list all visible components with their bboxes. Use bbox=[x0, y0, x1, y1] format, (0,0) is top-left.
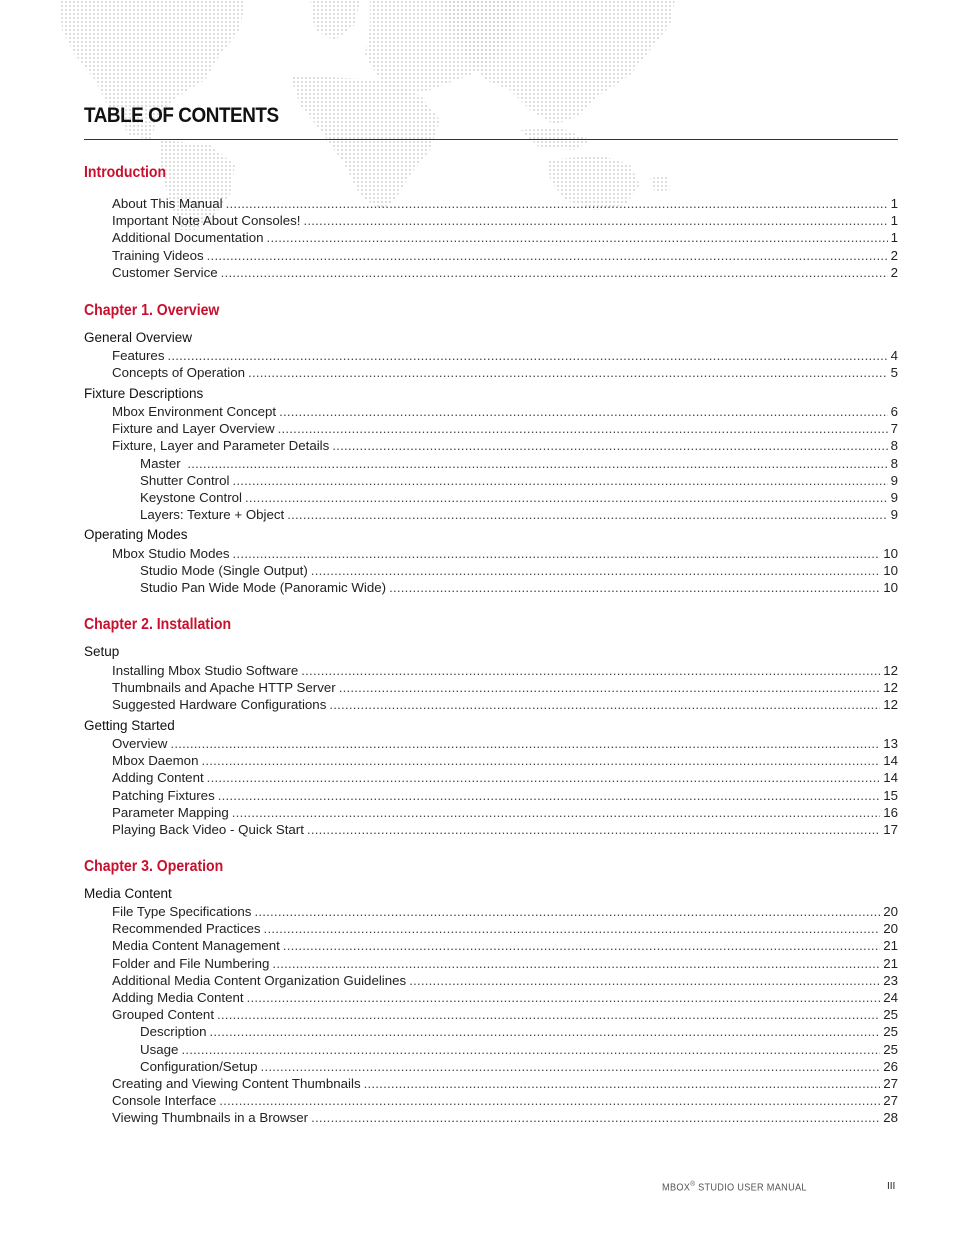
dot-leader bbox=[283, 937, 880, 954]
toc-entry[interactable] bbox=[112, 769, 898, 786]
toc-entry[interactable] bbox=[112, 903, 898, 920]
dot-leader bbox=[233, 545, 881, 562]
toc-entry[interactable] bbox=[112, 437, 898, 454]
entry-title: Console Interface bbox=[112, 1093, 217, 1108]
footer-manual-title bbox=[662, 1181, 807, 1193]
dot-leader bbox=[287, 506, 887, 523]
toc-entry[interactable] bbox=[112, 403, 898, 420]
entry-title: Media Content Management bbox=[112, 938, 280, 953]
dot-leader bbox=[279, 403, 888, 420]
entry-page-number: 25 bbox=[883, 1024, 898, 1039]
toc-entry[interactable] bbox=[112, 696, 898, 713]
footer-page-number: III bbox=[887, 1181, 896, 1192]
group-heading[interactable]: Getting Started bbox=[84, 718, 175, 733]
toc-entry[interactable] bbox=[112, 821, 898, 838]
dot-leader bbox=[329, 696, 880, 713]
group-heading[interactable]: General Overview bbox=[84, 330, 193, 345]
toc-subentry[interactable] bbox=[140, 1041, 898, 1058]
entry-page-number: 27 bbox=[883, 1093, 898, 1108]
entry-title: Grouped Content bbox=[112, 1007, 215, 1022]
entry-page-number: 16 bbox=[883, 805, 898, 820]
dot-leader bbox=[201, 752, 880, 769]
toc-subentry[interactable] bbox=[140, 455, 898, 472]
registered-mark: ® bbox=[690, 1181, 696, 1188]
toc-entry[interactable] bbox=[112, 1092, 898, 1109]
entry-page-number: 1 bbox=[890, 213, 898, 228]
entry-title: Master bbox=[140, 456, 185, 471]
entry-title: Mbox Daemon bbox=[112, 753, 199, 768]
entry-page-number: 10 bbox=[883, 546, 898, 561]
dot-leader bbox=[364, 1075, 881, 1092]
entry-title: Folder and File Numbering bbox=[112, 956, 270, 971]
page-title: TABLE OF CONTENTS bbox=[84, 104, 279, 127]
toc-entry[interactable] bbox=[112, 247, 898, 264]
dot-leader bbox=[261, 1058, 881, 1075]
toc-subentry[interactable] bbox=[140, 1058, 898, 1075]
entry-page-number: 25 bbox=[883, 1042, 898, 1057]
entry-page-number: 6 bbox=[890, 404, 898, 419]
entry-page-number: 28 bbox=[883, 1110, 898, 1125]
entry-title: Layers: Texture + Object bbox=[140, 507, 285, 522]
entry-page-number: 8 bbox=[890, 438, 898, 453]
toc-entry[interactable] bbox=[112, 937, 898, 954]
toc-entry[interactable] bbox=[112, 347, 898, 364]
toc-subentry[interactable] bbox=[140, 489, 898, 506]
footer-manual-brand: MBOX bbox=[662, 1182, 691, 1194]
entry-page-number: 2 bbox=[890, 265, 898, 280]
entry-title: Adding Content bbox=[112, 770, 204, 785]
entry-title: Additional Media Content Organization Guidelines bbox=[112, 973, 407, 988]
entry-page-number: 24 bbox=[883, 990, 898, 1005]
dot-leader bbox=[311, 1109, 880, 1126]
entry-title: Fixture and Layer Overview bbox=[112, 421, 275, 436]
entry-title: Patching Fixtures bbox=[112, 788, 215, 803]
section-heading[interactable]: Chapter 3. Operation bbox=[84, 858, 224, 875]
entry-page-number: 9 bbox=[890, 473, 898, 488]
entry-page-number: 20 bbox=[883, 921, 898, 936]
dot-leader bbox=[278, 420, 888, 437]
toc-entry[interactable] bbox=[112, 787, 898, 804]
entry-page-number: 10 bbox=[883, 580, 898, 595]
entry-title: Description bbox=[140, 1024, 207, 1039]
dot-leader bbox=[272, 955, 880, 972]
dot-leader bbox=[218, 787, 880, 804]
toc-entry[interactable] bbox=[112, 420, 898, 437]
entry-page-number: 12 bbox=[883, 663, 898, 678]
dot-leader bbox=[187, 455, 887, 472]
section-heading[interactable]: Introduction bbox=[84, 164, 167, 181]
dot-leader bbox=[245, 489, 888, 506]
toc-entry[interactable] bbox=[112, 804, 898, 821]
dot-leader bbox=[301, 662, 880, 679]
dot-leader bbox=[409, 972, 880, 989]
entry-title: About This Manual bbox=[112, 196, 223, 211]
toc-subentry[interactable] bbox=[140, 472, 898, 489]
entry-title: File Type Specifications bbox=[112, 904, 252, 919]
toc-entry[interactable] bbox=[112, 735, 898, 752]
toc-entry[interactable] bbox=[112, 195, 898, 212]
toc-entry[interactable] bbox=[112, 679, 898, 696]
entry-page-number: 14 bbox=[883, 770, 898, 785]
entry-page-number: 8 bbox=[890, 456, 898, 471]
entry-title: Features bbox=[112, 348, 165, 363]
dot-leader bbox=[389, 579, 880, 596]
group-heading[interactable]: Media Content bbox=[84, 886, 172, 901]
entry-title: Recommended Practices bbox=[112, 921, 261, 936]
entry-title: Thumbnails and Apache HTTP Server bbox=[112, 680, 336, 695]
entry-page-number: 12 bbox=[883, 697, 898, 712]
dot-leader bbox=[170, 735, 880, 752]
entry-page-number: 14 bbox=[883, 753, 898, 768]
dot-leader bbox=[167, 347, 887, 364]
dot-leader bbox=[267, 229, 888, 246]
entry-title: Training Videos bbox=[112, 248, 204, 263]
entry-page-number: 17 bbox=[883, 822, 898, 837]
dot-leader bbox=[221, 264, 888, 281]
toc-entry[interactable] bbox=[112, 545, 898, 562]
entry-title: Customer Service bbox=[112, 265, 218, 280]
entry-page-number: 25 bbox=[883, 1007, 898, 1022]
entry-title: Viewing Thumbnails in a Browser bbox=[112, 1110, 309, 1125]
entry-page-number: 10 bbox=[883, 563, 898, 578]
toc-entry[interactable] bbox=[112, 364, 898, 381]
entry-title: Keystone Control bbox=[140, 490, 242, 505]
entry-page-number: 13 bbox=[883, 736, 898, 751]
entry-page-number: 2 bbox=[890, 248, 898, 263]
toc-subentry[interactable] bbox=[140, 1023, 898, 1040]
title-divider bbox=[84, 139, 898, 140]
entry-page-number: 21 bbox=[883, 956, 898, 971]
toc-entry[interactable] bbox=[112, 955, 898, 972]
toc-entry[interactable] bbox=[112, 229, 898, 246]
entry-page-number: 5 bbox=[890, 365, 898, 380]
toc-entry[interactable] bbox=[112, 752, 898, 769]
dot-leader bbox=[207, 769, 881, 786]
toc-entry[interactable] bbox=[112, 920, 898, 937]
dot-leader bbox=[307, 821, 880, 838]
entry-page-number: 23 bbox=[883, 973, 898, 988]
entry-title: Overview bbox=[112, 736, 168, 751]
entry-page-number: 9 bbox=[890, 507, 898, 522]
dot-leader bbox=[181, 1041, 880, 1058]
entry-title: Studio Pan Wide Mode (Panoramic Wide) bbox=[140, 580, 387, 595]
entry-title: Installing Mbox Studio Software bbox=[112, 663, 299, 678]
entry-title: Parameter Mapping bbox=[112, 805, 229, 820]
toc-entry[interactable] bbox=[112, 989, 898, 1006]
dot-leader bbox=[311, 562, 880, 579]
entry-title: Playing Back Video - Quick Start bbox=[112, 822, 304, 837]
toc-subentry[interactable] bbox=[140, 562, 898, 579]
dot-leader bbox=[339, 679, 881, 696]
entry-title: Important Note About Consoles! bbox=[112, 213, 301, 228]
entry-title: Mbox Environment Concept bbox=[112, 404, 277, 419]
entry-page-number: 9 bbox=[890, 490, 898, 505]
entry-title: Fixture, Layer and Parameter Details bbox=[112, 438, 330, 453]
footer-manual-rest: STUDIO USER MANUAL bbox=[695, 1182, 807, 1194]
dot-leader bbox=[332, 437, 887, 454]
entry-page-number: 1 bbox=[890, 230, 898, 245]
toc-entry[interactable] bbox=[112, 1075, 898, 1092]
dot-leader bbox=[210, 1023, 881, 1040]
dot-leader bbox=[226, 195, 888, 212]
entry-page-number: 20 bbox=[883, 904, 898, 919]
toc-entry[interactable] bbox=[112, 662, 898, 679]
dot-leader bbox=[247, 989, 881, 1006]
dot-leader bbox=[254, 903, 880, 920]
entry-title: Shutter Control bbox=[140, 473, 230, 488]
section-heading[interactable]: Chapter 2. Installation bbox=[84, 616, 232, 633]
group-heading[interactable]: Fixture Descriptions bbox=[84, 386, 204, 401]
entry-page-number: 7 bbox=[890, 421, 898, 436]
dot-leader bbox=[264, 920, 881, 937]
toc-entry[interactable] bbox=[112, 972, 898, 989]
toc-subentry[interactable] bbox=[140, 579, 898, 596]
toc-entry[interactable] bbox=[112, 1006, 898, 1023]
group-heading[interactable]: Setup bbox=[84, 644, 120, 659]
dot-leader bbox=[232, 804, 880, 821]
entry-page-number: 4 bbox=[890, 348, 898, 363]
entry-title: Adding Media Content bbox=[112, 990, 244, 1005]
dot-leader bbox=[217, 1006, 880, 1023]
entry-page-number: 1 bbox=[890, 196, 898, 211]
dot-leader bbox=[303, 212, 887, 229]
entry-title: Additional Documentation bbox=[112, 230, 264, 245]
dot-leader bbox=[248, 364, 888, 381]
entry-title: Studio Mode (Single Output) bbox=[140, 563, 308, 578]
toc-entry[interactable] bbox=[112, 212, 898, 229]
dot-leader bbox=[219, 1092, 880, 1109]
entry-title: Suggested Hardware Configurations bbox=[112, 697, 327, 712]
group-heading[interactable]: Operating Modes bbox=[84, 527, 188, 542]
dot-leader bbox=[207, 247, 888, 264]
entry-page-number: 26 bbox=[883, 1059, 898, 1074]
toc-entry[interactable] bbox=[112, 1109, 898, 1126]
entry-page-number: 15 bbox=[883, 788, 898, 803]
entry-page-number: 12 bbox=[883, 680, 898, 695]
entry-title: Usage bbox=[140, 1042, 179, 1057]
toc-entry[interactable] bbox=[112, 264, 898, 281]
toc-subentry[interactable] bbox=[140, 506, 898, 523]
entry-title: Concepts of Operation bbox=[112, 365, 246, 380]
entry-page-number: 27 bbox=[883, 1076, 898, 1091]
entry-title: Configuration/Setup bbox=[140, 1059, 258, 1074]
entry-page-number: 21 bbox=[883, 938, 898, 953]
dot-leader bbox=[232, 472, 887, 489]
entry-title: Creating and Viewing Content Thumbnails bbox=[112, 1076, 361, 1091]
entry-title: Mbox Studio Modes bbox=[112, 546, 230, 561]
section-heading[interactable]: Chapter 1. Overview bbox=[84, 302, 220, 319]
